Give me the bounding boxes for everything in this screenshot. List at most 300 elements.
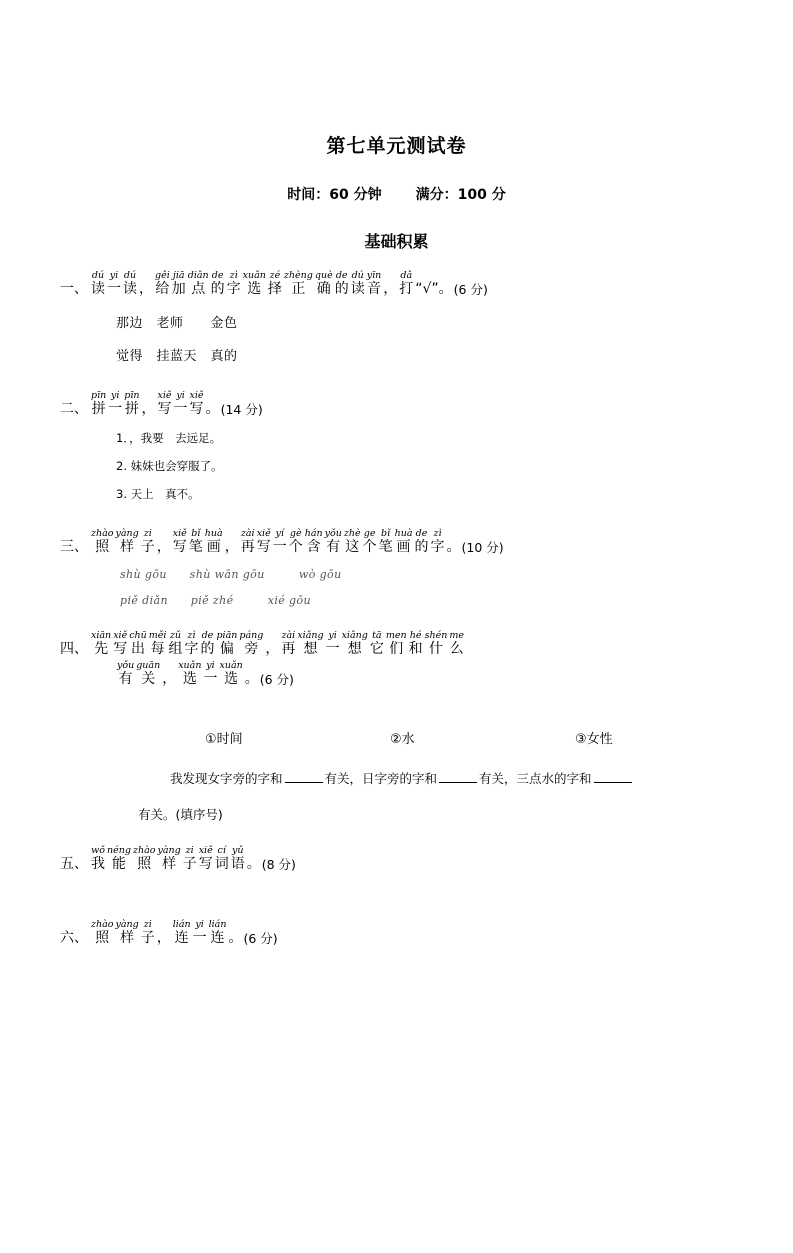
pinyin xyxy=(252,845,255,856)
ruby-char xyxy=(386,630,407,658)
exercise-5-ruby xyxy=(90,845,262,873)
pinyin: zǔ xyxy=(169,630,182,641)
pinyin: páng xyxy=(239,630,264,641)
pinyin: lián xyxy=(208,919,227,930)
hanzi: ， xyxy=(156,930,171,946)
exercise-4-prompt-line2 xyxy=(116,660,733,688)
hanzi: 读 xyxy=(350,281,365,297)
pinyin: pīn xyxy=(91,390,107,401)
hanzi: 字 xyxy=(184,641,199,657)
pinyin: yi xyxy=(111,390,120,401)
exam-meta xyxy=(60,184,733,204)
ruby-char xyxy=(117,660,134,688)
exercise-5-prompt xyxy=(60,845,733,873)
ruby-char xyxy=(225,528,239,556)
hanzi: 一 xyxy=(203,671,218,687)
pinyin: xiǎng xyxy=(297,630,324,641)
hanzi: 字 xyxy=(226,281,241,297)
pinyin: shén xyxy=(424,630,448,641)
exercise-3-ruby xyxy=(90,528,462,556)
exercise-4-score: (6 分) xyxy=(259,672,294,687)
ruby-char xyxy=(91,845,105,873)
pinyin: yàng xyxy=(115,919,139,930)
hanzi: 想 xyxy=(303,641,318,657)
hanzi: 选 xyxy=(224,671,239,687)
ruby-char xyxy=(174,390,188,418)
pinyin: zi xyxy=(185,845,194,856)
exercise-3-score: (10 分) xyxy=(461,540,504,555)
ruby-char xyxy=(447,528,461,556)
hanzi: 一 xyxy=(325,641,340,657)
pinyin: hán xyxy=(304,528,323,539)
ruby-char xyxy=(281,630,295,658)
pinyin: měi xyxy=(148,630,167,641)
pinyin: de xyxy=(335,270,348,281)
pinyin xyxy=(162,919,165,930)
hanzi: 的 xyxy=(334,281,349,297)
pinyin: bǐ xyxy=(191,528,201,539)
hanzi: ， xyxy=(139,281,153,297)
ruby-char xyxy=(449,630,464,658)
exercise-6-number: 六、 xyxy=(60,930,88,946)
hanzi: 出 xyxy=(131,641,145,657)
hanzi: 照 xyxy=(95,930,110,946)
ruby-char xyxy=(216,630,237,658)
hanzi: 连 xyxy=(174,930,189,946)
ruby-char xyxy=(243,270,266,298)
hanzi: 。 xyxy=(205,401,220,417)
hanzi: 它 xyxy=(369,641,384,657)
exercise-2-line-1: 1．，我要 去远足。 xyxy=(116,431,222,445)
hanzi: 拼 xyxy=(91,401,106,417)
ruby-char xyxy=(326,630,340,658)
pinyin: gè xyxy=(289,528,302,539)
pinyin: zì xyxy=(187,630,196,641)
choice-option-3[interactable]: ③女性 xyxy=(575,732,613,747)
hanzi: ， xyxy=(265,641,280,657)
ruby-char xyxy=(107,270,121,298)
pinyin: bǐ xyxy=(381,528,391,539)
ruby-char xyxy=(189,528,203,556)
ruby-char xyxy=(289,528,303,556)
hanzi: 读 xyxy=(91,281,105,297)
hanzi: 笔 xyxy=(378,539,393,555)
ruby-char xyxy=(168,630,182,658)
pinyin: yí xyxy=(275,528,284,539)
hanzi: 照 xyxy=(95,539,110,555)
ruby-char xyxy=(211,270,225,298)
pinyin: zi xyxy=(143,528,152,539)
pinyin: xiān xyxy=(91,630,112,641)
ruby-char xyxy=(116,528,139,556)
ruby-char xyxy=(363,528,377,556)
hanzi: 关 xyxy=(141,671,156,687)
exam-time: 时间：60 分钟 xyxy=(287,187,382,203)
hanzi: 组 xyxy=(168,641,183,657)
pinyin: yǒu xyxy=(117,660,135,671)
hanzi: 什 xyxy=(428,641,443,657)
hanzi: 有 xyxy=(326,539,341,555)
hanzi: ， xyxy=(162,671,177,687)
answer-blank-1[interactable] xyxy=(285,770,323,783)
pinyin: huà xyxy=(394,528,413,539)
pinyin: pīn xyxy=(124,390,140,401)
pinyin: me xyxy=(449,630,464,641)
hanzi: ， xyxy=(141,401,156,417)
hanzi: 语 xyxy=(230,856,245,872)
pinyin: néng xyxy=(107,845,131,856)
pinyin xyxy=(452,528,455,539)
hanzi: 音 xyxy=(366,281,381,297)
ruby-char xyxy=(123,270,137,298)
ruby-char xyxy=(231,845,245,873)
hanzi: 写 xyxy=(256,539,271,555)
ruby-char xyxy=(183,845,197,873)
exam-total-score: 满分：100 分 xyxy=(415,187,506,203)
ruby-char xyxy=(268,270,282,298)
hanzi: 偏 xyxy=(219,641,234,657)
pinyin: yi xyxy=(328,630,337,641)
pinyin: yi xyxy=(195,919,204,930)
exercise-5-number: 五、 xyxy=(60,856,88,872)
exercise-4-fill-line-2: 有关。(填序号) xyxy=(138,807,223,822)
hanzi: ， xyxy=(383,281,398,297)
ruby-char xyxy=(173,528,187,556)
exercise-3-stroke-row-1: shù gōu shù wān gōu wò gōu xyxy=(120,568,342,581)
hanzi: 的 xyxy=(200,641,215,657)
ruby-char xyxy=(91,630,111,658)
ruby-char xyxy=(257,528,271,556)
ruby-char xyxy=(342,630,368,658)
pinyin: què xyxy=(314,270,333,281)
exercise-1-number: 一、 xyxy=(60,281,88,297)
hanzi: 写 xyxy=(157,401,172,417)
pinyin: yi xyxy=(206,660,215,671)
exercise-2-line-3: 3. 天上 真不。 xyxy=(116,487,200,501)
pinyin: xiǎng xyxy=(341,630,368,641)
pinyin: hé xyxy=(409,630,422,641)
hanzi: 再 xyxy=(240,539,255,555)
pinyin: zì xyxy=(229,270,238,281)
pinyin: zhèng xyxy=(283,270,313,281)
pinyin: yi xyxy=(109,270,119,281)
ruby-char xyxy=(190,390,204,418)
pinyin xyxy=(162,528,165,539)
test-paper-page xyxy=(0,131,793,1253)
pinyin: zhè xyxy=(343,528,361,539)
hanzi: 择 xyxy=(267,281,282,297)
ruby-char xyxy=(265,630,279,658)
ruby-char xyxy=(162,660,176,688)
ruby-char xyxy=(158,390,172,418)
ruby-char xyxy=(399,270,413,298)
ruby-char xyxy=(193,919,207,947)
pinyin xyxy=(147,390,150,401)
pinyin xyxy=(389,270,392,281)
hanzi: 们 xyxy=(389,641,404,657)
hanzi: 一 xyxy=(107,281,121,297)
ruby-char xyxy=(335,270,349,298)
exercise-4-ruby xyxy=(90,630,465,658)
hanzi: 子 xyxy=(140,930,155,946)
ruby-char xyxy=(425,630,448,658)
fill-text-c: 有关，三点水的字和 xyxy=(479,771,592,786)
hanzi: 确 xyxy=(316,281,331,297)
ruby-char xyxy=(273,528,287,556)
pinyin: zi xyxy=(143,919,152,930)
pinyin: gěi xyxy=(155,270,170,281)
pinyin: piān xyxy=(216,630,238,641)
hanzi: 这 xyxy=(345,539,360,555)
hanzi: 词 xyxy=(214,856,229,872)
exercise-3-prompt xyxy=(60,528,733,556)
pinyin: xiě xyxy=(157,390,172,401)
hanzi: 一 xyxy=(173,401,188,417)
answer-blank-3[interactable] xyxy=(594,770,632,783)
pinyin xyxy=(230,528,233,539)
ruby-char xyxy=(315,270,333,298)
ruby-char xyxy=(409,630,423,658)
ruby-char xyxy=(173,919,191,947)
exercise-1-line-2: 觉得 挂蓝天 真的 xyxy=(116,349,238,364)
hanzi: 样 xyxy=(162,856,177,872)
exercise-6-ruby xyxy=(90,919,243,947)
exercise-5 xyxy=(60,845,733,873)
exercise-2-line-2: 2. 妹妹也会穿服了。 xyxy=(116,459,223,473)
ruby-char xyxy=(139,270,153,298)
ruby-char xyxy=(157,919,171,947)
pinyin: zhào xyxy=(91,919,114,930)
exercise-2-number: 二、 xyxy=(60,401,88,417)
pinyin: zài xyxy=(281,630,296,641)
pinyin: xiě xyxy=(113,630,128,641)
pinyin: zài xyxy=(240,528,255,539)
pinyin: zhào xyxy=(132,845,156,856)
hanzi: 写 xyxy=(172,539,187,555)
pinyin: yàng xyxy=(115,528,139,539)
ruby-char xyxy=(124,390,139,418)
hanzi: 么 xyxy=(449,641,464,657)
pinyin: de xyxy=(201,630,214,641)
exercise-2 xyxy=(60,390,733,502)
fill-text-b: 有关，日字旁的字和 xyxy=(324,771,438,786)
pinyin: dú xyxy=(351,270,364,281)
exercise-1-ruby xyxy=(90,270,454,298)
hanzi: 写 xyxy=(189,401,204,417)
pinyin: dú xyxy=(91,270,105,281)
pinyin xyxy=(432,270,435,281)
hanzi: 加 xyxy=(171,281,186,297)
pinyin: jiā xyxy=(172,270,185,281)
pinyin: zé xyxy=(269,270,281,281)
exercise-1-prompt xyxy=(60,270,733,298)
answer-blank-2[interactable] xyxy=(439,770,477,783)
pinyin: cí xyxy=(217,845,226,856)
ruby-char xyxy=(370,630,384,658)
ruby-char xyxy=(297,630,323,658)
hanzi: 子 xyxy=(140,539,155,555)
hanzi: 写 xyxy=(198,856,213,872)
exercise-3-number: 三、 xyxy=(60,539,88,555)
pinyin: men xyxy=(385,630,407,641)
exercise-2-score: (14 分) xyxy=(220,402,263,417)
ruby-char xyxy=(172,270,186,298)
ruby-char xyxy=(415,528,429,556)
ruby-char xyxy=(239,630,263,658)
hanzi: 样 xyxy=(120,930,135,946)
pinyin: tā xyxy=(372,630,382,641)
ruby-char xyxy=(149,630,167,658)
pinyin: xuǎn xyxy=(242,270,266,281)
section-heading: 基础积累 xyxy=(364,232,429,251)
ruby-char xyxy=(383,270,397,298)
choice-option-1[interactable]: ①时间 xyxy=(205,732,243,747)
pinyin: yǔ xyxy=(231,845,244,856)
pinyin: yi xyxy=(176,390,185,401)
ruby-char xyxy=(203,660,217,688)
hanzi: 画 xyxy=(396,539,411,555)
pinyin: de xyxy=(415,528,428,539)
ruby-char xyxy=(157,845,180,873)
ruby-char xyxy=(141,528,155,556)
ruby-char xyxy=(200,630,214,658)
pinyin: yīn xyxy=(366,270,382,281)
ruby-char xyxy=(116,919,139,947)
exercise-1 xyxy=(60,270,733,364)
ruby-char xyxy=(206,390,220,418)
pinyin: dú xyxy=(123,270,137,281)
pinyin: dǎ xyxy=(400,270,413,281)
hanzi: 连 xyxy=(210,930,225,946)
pinyin: xuǎn xyxy=(219,660,243,671)
pinyin: chū xyxy=(129,630,147,641)
hanzi: 。 xyxy=(228,930,243,946)
hanzi: 我 xyxy=(91,856,105,872)
hanzi: 写 xyxy=(113,641,128,657)
ruby-char xyxy=(91,390,106,418)
hanzi: 字 xyxy=(430,539,445,555)
ruby-char xyxy=(351,270,365,298)
ruby-char xyxy=(227,270,241,298)
exercise-6-score: (6 分) xyxy=(243,931,278,946)
hanzi: 选 xyxy=(247,281,262,297)
ruby-char xyxy=(133,845,156,873)
hanzi: 再 xyxy=(281,641,296,657)
ruby-char xyxy=(188,270,209,298)
fill-text-a: 我发现女字旁的字和 xyxy=(170,771,283,786)
hanzi: 个 xyxy=(288,539,303,555)
exercise-6-prompt xyxy=(60,919,733,947)
hanzi: 一 xyxy=(108,401,123,417)
ruby-char xyxy=(129,630,147,658)
exercise-1-score: (6 分) xyxy=(453,282,488,297)
hanzi: 打 xyxy=(399,281,414,297)
pinyin: yàng xyxy=(157,845,181,856)
hanzi: 正 xyxy=(291,281,306,297)
pinyin: zhào xyxy=(91,528,114,539)
ruby-char xyxy=(284,270,313,298)
pinyin: diǎn xyxy=(187,270,209,281)
exercise-1-line-1: 那边 老师 金色 xyxy=(116,316,238,331)
hanzi: 能 xyxy=(111,856,126,872)
pinyin: lián xyxy=(172,919,191,930)
hanzi: 样 xyxy=(120,539,135,555)
ruby-char xyxy=(325,528,342,556)
ruby-char xyxy=(142,390,156,418)
ruby-char xyxy=(205,528,223,556)
ruby-char xyxy=(379,528,393,556)
hanzi: 含 xyxy=(306,539,321,555)
ruby-char xyxy=(395,528,413,556)
exercise-4-ruby-2 xyxy=(116,660,260,688)
pinyin xyxy=(271,630,274,641)
ruby-char xyxy=(157,528,171,556)
hanzi: 给 xyxy=(155,281,170,297)
ruby-char xyxy=(184,630,198,658)
hanzi: 旁 xyxy=(244,641,259,657)
ruby-char xyxy=(136,660,160,688)
ruby-char xyxy=(219,660,242,688)
ruby-char xyxy=(367,270,382,298)
ruby-char xyxy=(107,845,131,873)
ruby-char xyxy=(215,845,229,873)
hanzi: 。 xyxy=(246,856,261,872)
exercise-3-stroke-row-2: piě diǎn piě zhé xié gōu xyxy=(120,594,311,607)
hanzi: 一 xyxy=(272,539,287,555)
ruby-char xyxy=(415,270,452,298)
ruby-char xyxy=(245,660,259,688)
pinyin xyxy=(168,660,171,671)
hanzi: “√”。 xyxy=(415,281,453,297)
hanzi: 个 xyxy=(362,539,377,555)
hanzi: 每 xyxy=(150,641,165,657)
hanzi: ， xyxy=(224,539,239,555)
hanzi: 拼 xyxy=(124,401,139,417)
hanzi: 点 xyxy=(191,281,206,297)
hanzi: 。 xyxy=(244,671,259,687)
pinyin xyxy=(250,660,253,671)
pinyin: wǒ xyxy=(91,845,105,856)
hanzi: 有 xyxy=(118,671,133,687)
hanzi: 读 xyxy=(123,281,137,297)
hanzi: 照 xyxy=(137,856,152,872)
pinyin: ge xyxy=(363,528,376,539)
page-title: 第七单元测试卷 xyxy=(326,135,467,157)
hanzi: 画 xyxy=(206,539,221,555)
pinyin: zì xyxy=(433,528,442,539)
hanzi: 。 xyxy=(446,539,461,555)
hanzi: 和 xyxy=(408,641,423,657)
hanzi: 笔 xyxy=(188,539,203,555)
ruby-char xyxy=(431,528,445,556)
hanzi: 的 xyxy=(414,539,429,555)
pinyin xyxy=(144,270,147,281)
exercise-5-score: (8 分) xyxy=(261,857,296,872)
ruby-char xyxy=(113,630,127,658)
choice-option-2[interactable]: ②水 xyxy=(390,732,415,747)
pinyin: de xyxy=(211,270,224,281)
pinyin: xiě xyxy=(198,845,213,856)
pinyin: yǒu xyxy=(324,528,342,539)
exercise-2-ruby xyxy=(90,390,221,418)
ruby-char xyxy=(108,390,122,418)
ruby-char xyxy=(209,919,227,947)
exercise-3 xyxy=(60,528,733,608)
pinyin: xuǎn xyxy=(178,660,202,671)
ruby-char xyxy=(91,528,114,556)
pinyin: guān xyxy=(136,660,161,671)
ruby-char xyxy=(91,270,105,298)
